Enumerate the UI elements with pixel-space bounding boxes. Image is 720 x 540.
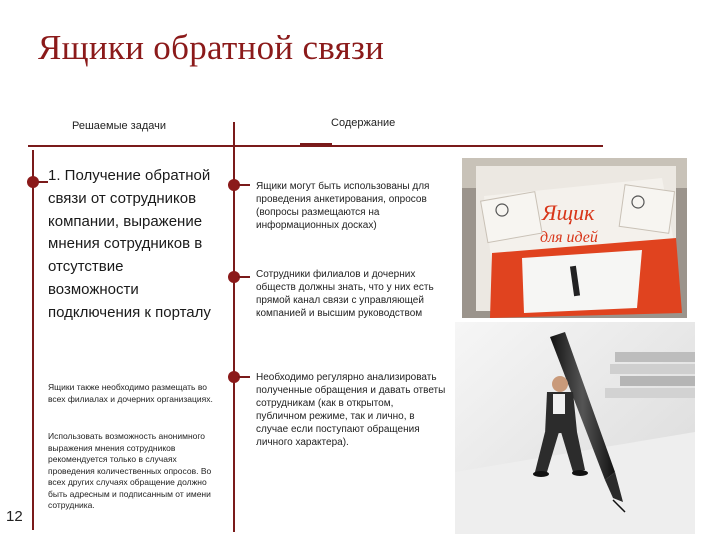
content-bullet-tick-2 [238, 276, 250, 278]
page-number: 12 [6, 508, 23, 525]
content-item-1: Ящики могут быть использованы для проведения анкетирования, опросов (вопросы размещаются на информационных досках) [256, 181, 430, 231]
task-main-text: 1. Получение обратной связи от сотрудников компании, выражение мнения сотрудников в отсутствие возможности подключения к порталу [48, 167, 211, 321]
content-bullet-tick-1 [238, 184, 250, 186]
task-bullet-tick [38, 181, 48, 183]
content-item-2: Сотрудники филиалов и дочерних обществ должны знать, что у них есть прямой канал связи с управляющей компанией и высшим руководством [256, 269, 434, 319]
slide-title: Ящики обратной связи [38, 28, 385, 67]
box-label-line-2: для идей [540, 229, 598, 246]
task-note-1: Ящики также необходимо размещать во всех филиалах и дочерних организациях. [48, 382, 213, 404]
header-divider-accent [300, 143, 332, 146]
box-label-line-1: Ящик [542, 200, 595, 225]
content-item-3: Необходимо регулярно анализировать полученные обращения и давать ответы сотрудникам (как в открытом, публичном режиме, так и лично, в случае если поступают обращения личного характера). [256, 372, 446, 448]
content-bullet-tick-3 [238, 376, 250, 378]
task-note-2: Использовать возможность анонимного выражения мнения сотрудников рекомендуется только в случаях проведения количественных опросов. Во всех других случаях обращение должно быть адресным и подписанным от имени сотрудника. [48, 431, 212, 510]
tasks-header: Решаемые задачи [72, 120, 167, 132]
tasks-timeline [32, 150, 34, 530]
suggestion-box-photo [462, 158, 687, 318]
content-header: Содержание [331, 117, 396, 129]
giant-pen-photo [455, 322, 695, 534]
